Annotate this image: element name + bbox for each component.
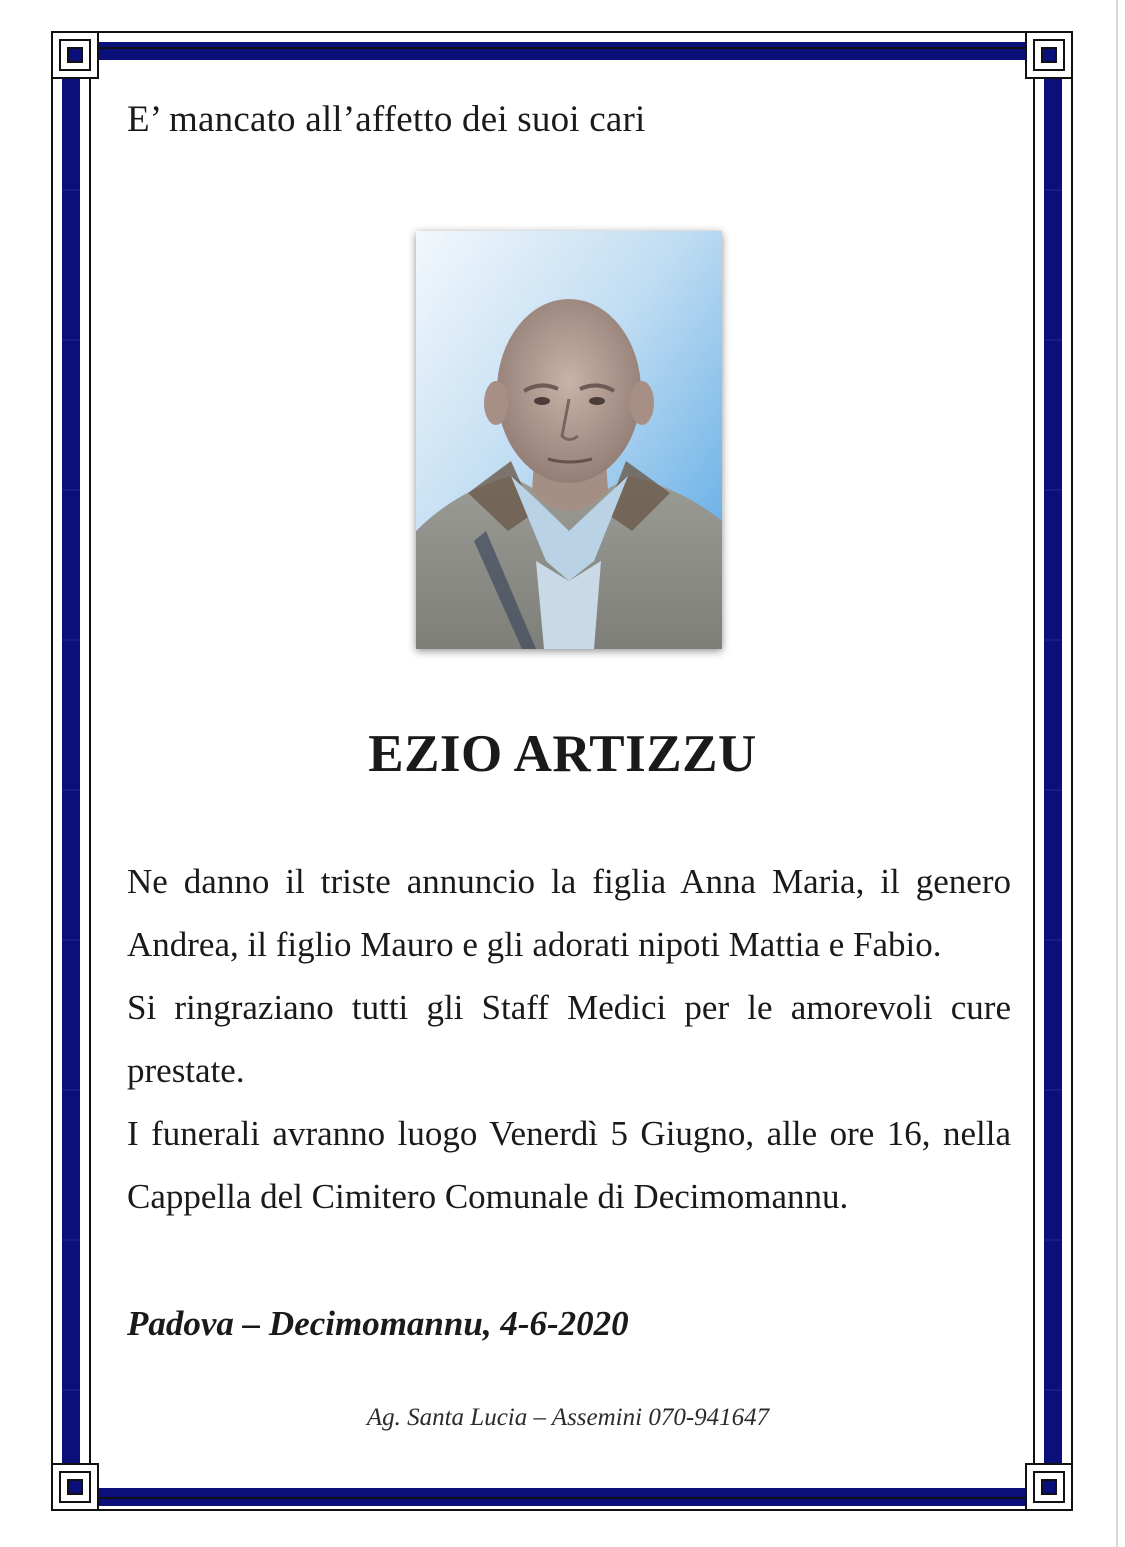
place-and-date: Padova – Decimomannu, 4-6-2020: [127, 1304, 629, 1343]
deceased-name: EZIO ARTIZZU: [368, 725, 757, 783]
corner-ornament-bottom-left: [52, 1464, 98, 1510]
funeral-agency: Ag. Santa Lucia – Assemini 070-941647: [366, 1404, 770, 1431]
corner-ornament-top-right: [1026, 32, 1072, 78]
announcement-paragraph: Ne danno il triste annuncio la figlia Anna Maria, il genero Andrea, il figlio Mauro e gli adorati nipoti Mattia e Fabio.: [127, 862, 1011, 964]
page-edge: [1116, 0, 1118, 1547]
announcement-paragraph: I funerali avranno luogo Venerdì 5 Giugno, alle ore 16, nella Cappella del Cimitero Comunale di Decimomannu.: [127, 1114, 1011, 1216]
portrait-photo: [416, 231, 722, 649]
announcement-paragraph: Si ringraziano tutti gli Staff Medici per le amorevoli cure prestate.: [127, 988, 1011, 1090]
corner-ornament-bottom-right: [1026, 1464, 1072, 1510]
opening-line: E’ mancato all’affetto dei suoi cari: [127, 99, 646, 140]
announcement-body: [127, 850, 1011, 1228]
corner-ornament-top-left: [52, 32, 98, 78]
